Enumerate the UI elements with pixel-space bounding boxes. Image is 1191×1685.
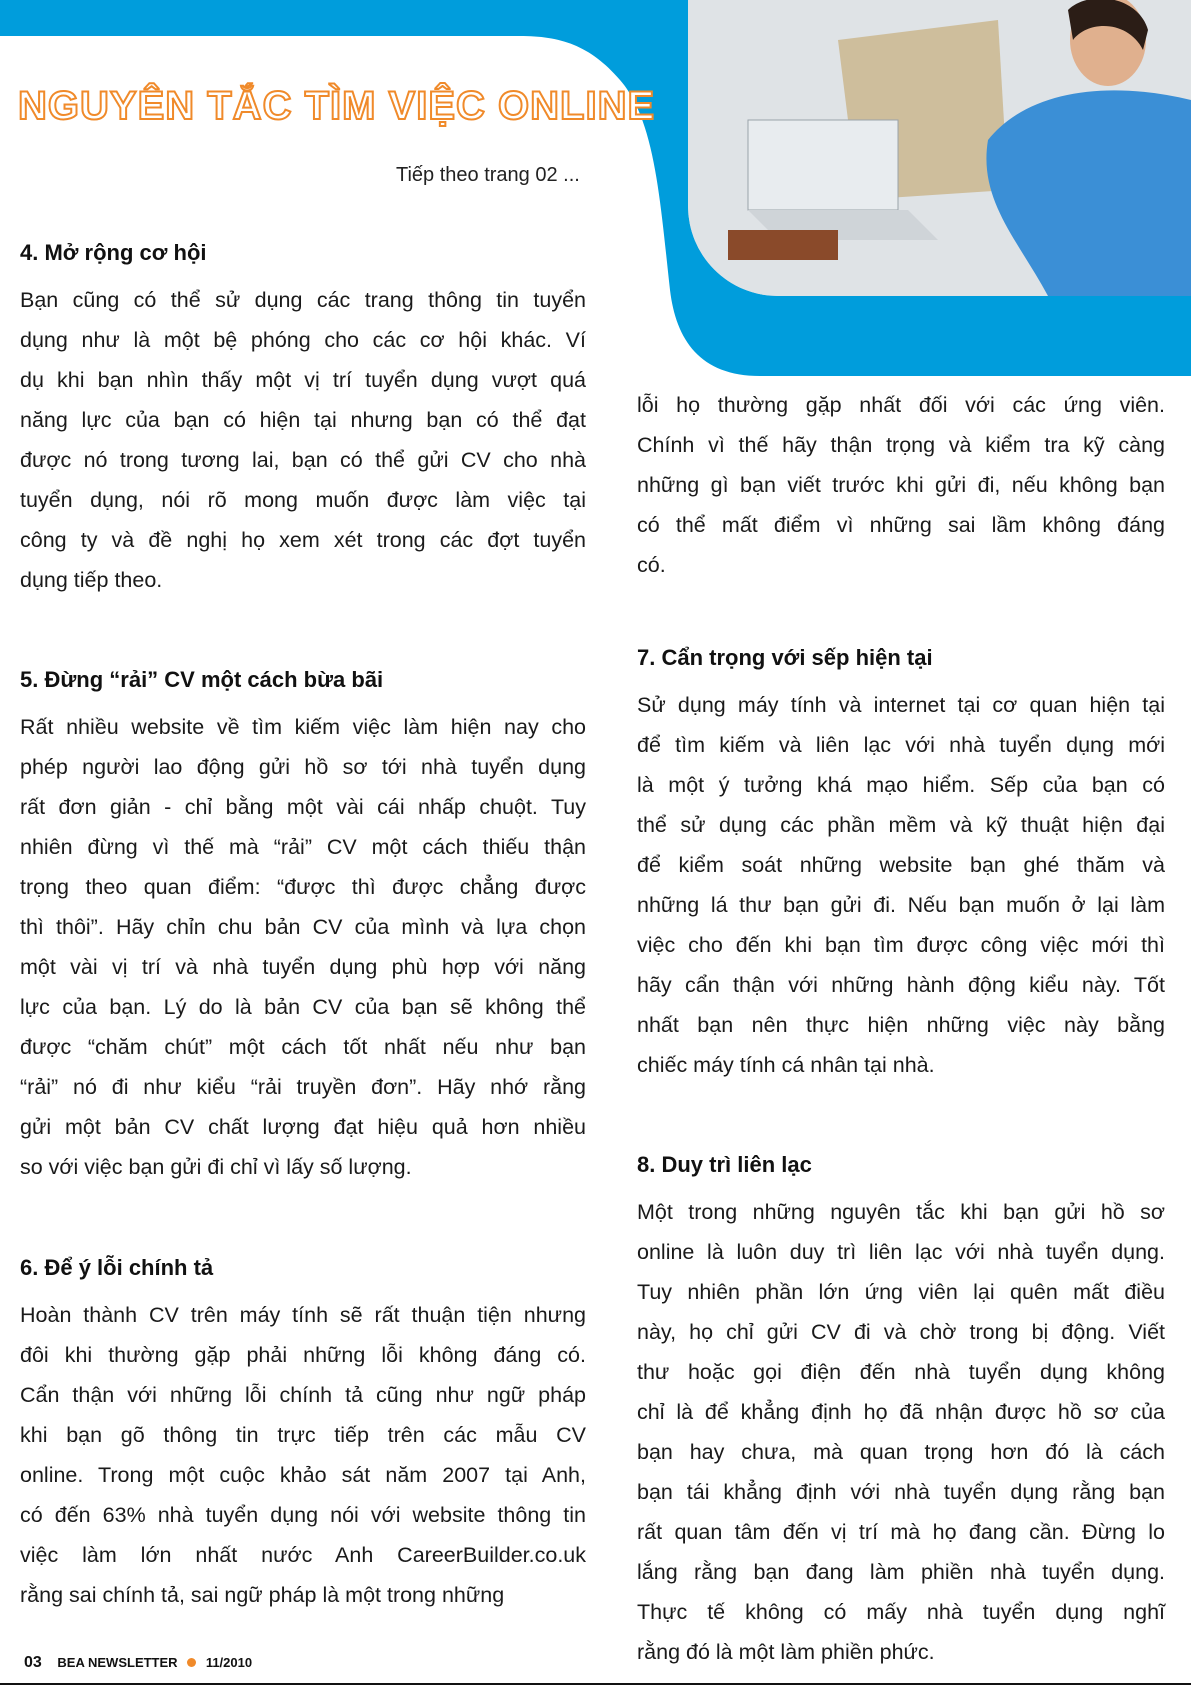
text-line: Rất nhiều website về tìm kiếm việc làm hiện nay cho xyxy=(20,715,586,739)
footer xyxy=(24,1654,252,1672)
page-number: 03 xyxy=(24,1654,42,1671)
text-line: dụ khi bạn nhìn thấy một vị trí tuyển dụng vượt quá xyxy=(20,368,586,392)
text-line: để tìm kiếm và liên lạc với nhà tuyển dụng mới xyxy=(637,733,1165,757)
section-8 xyxy=(637,1152,1165,1672)
man-with-laptop-photo xyxy=(688,0,1191,296)
text-line: lỗi họ thường gặp nhất đối với các ứng viên. xyxy=(637,393,1165,417)
text-line: chỉ là để khẳng định họ đã nhận được hồ sơ của xyxy=(637,1400,1165,1424)
text-line: năng lực của bạn có hiện tại nhưng bạn có thể đạt xyxy=(20,408,586,432)
text-line: Một trong những nguyên tắc khi bạn gửi hồ sơ xyxy=(637,1200,1165,1224)
text-line: rằng đó là một làm phiền phức. xyxy=(637,1640,935,1664)
text-line: Bạn cũng có thể sử dụng các trang thông tin tuyển xyxy=(20,288,586,312)
text-line: nhiên đừng vì thế mà “rải” CV một cách thiếu thận xyxy=(20,835,586,859)
text-line: Sử dụng máy tính và internet tại cơ quan hiện tại xyxy=(637,693,1165,717)
text-line: để kiểm soát những website bạn ghé thăm và xyxy=(637,853,1165,877)
continued-note: Tiếp theo trang 02 ... xyxy=(396,164,580,186)
section-6-continued xyxy=(637,385,1165,585)
text-line: Thực tế không có mấy nhà tuyển dụng nghĩ xyxy=(637,1600,1165,1624)
text-line: tuyển dụng, nói rõ mong muốn được làm việc tại xyxy=(20,488,586,512)
text-line: lực của bạn. Lý do là bản CV của bạn sẽ không thể xyxy=(20,995,586,1019)
text-line: này, họ chỉ gửi CV đi và chờ trong bị động. Viết xyxy=(637,1320,1165,1344)
issue-date: 11/2010 xyxy=(205,1655,253,1670)
text-line: rất quan tâm đến vị trí mà họ đang cần. Đừng lo xyxy=(637,1520,1165,1544)
text-line: thể sử dụng các phần mềm và kỹ thuật hiện đại xyxy=(637,813,1165,837)
text-line: những lá thư bạn gửi đi. Nếu bạn muốn ở lại làm xyxy=(637,893,1165,917)
text-line: hãy cẩn thận với những hành động kiểu này. Tốt xyxy=(637,973,1165,997)
section-heading: 7. Cẩn trọng với sếp hiện tại xyxy=(637,645,933,670)
text-line: đôi khi thường gặp phải những lỗi không đáng có. xyxy=(20,1343,586,1367)
section-heading: 4. Mở rộng cơ hội xyxy=(20,240,207,265)
section-body xyxy=(20,280,586,600)
text-line: nhất bạn nên thực hiện những việc này bằng xyxy=(637,1013,1165,1037)
text-line: dụng như là một bệ phóng cho các cơ hội khác. Ví xyxy=(20,328,586,352)
section-heading: 8. Duy trì liên lạc xyxy=(637,1152,812,1177)
section-7 xyxy=(637,645,1165,1085)
text-line: Hoàn thành CV trên máy tính sẽ rất thuận tiện nhưng xyxy=(20,1303,586,1327)
section-4 xyxy=(20,240,586,600)
text-line: phép người lao động gửi hồ sơ tới nhà tuyển dụng xyxy=(20,755,586,779)
text-line: việc làm lớn nhất nước Anh CareerBuilder.co.uk xyxy=(20,1543,586,1567)
text-line: “rải” nó đi như kiểu “rải truyền đơn”. Hãy nhớ rằng xyxy=(20,1075,586,1099)
text-line: Tuy nhiên phần lớn ứng viên lại quên mất điều xyxy=(637,1280,1165,1304)
text-line: thì thôi”. Hãy chỉn chu bản CV của mình và lựa chọn xyxy=(20,915,586,939)
bullet-dot-icon xyxy=(187,1658,196,1667)
text-line: được “chăm chút” một cách tốt nhất nếu như bạn xyxy=(20,1035,586,1059)
text-line: lắng rằng bạn đang làm phiền nhà tuyển dụng. xyxy=(637,1560,1165,1584)
text-line: một vài vị trí và nhà tuyển dụng phù hợp với năng xyxy=(20,955,586,979)
section-heading: 6. Để ý lỗi chính tả xyxy=(20,1255,214,1280)
text-line: rằng sai chính tả, sai ngữ pháp là một trong những xyxy=(20,1583,505,1607)
text-line: là một ý tưởng khá mạo hiểm. Sếp của bạn có xyxy=(637,773,1165,797)
section-6 xyxy=(20,1255,586,1615)
section-body xyxy=(637,1192,1165,1672)
text-line: thư hoặc gọi điện đến nhà tuyển dụng không xyxy=(637,1360,1165,1384)
text-line: bạn hay chưa, mà quan trọng hơn đó là cách xyxy=(637,1440,1165,1464)
text-line: online. Trong một cuộc khảo sát năm 2007 tại Anh, xyxy=(20,1463,586,1487)
newsletter-name: BEA NEWSLETTER xyxy=(57,1655,178,1670)
page-title: NGUYÊN TẮC TÌM VIỆC ONLINE xyxy=(18,84,656,128)
section-5 xyxy=(20,667,586,1187)
section-body xyxy=(20,707,586,1187)
text-line: online là luôn duy trì liên lạc với nhà tuyển dụng. xyxy=(637,1240,1165,1264)
text-line: Cẩn thận với những lỗi chính tả cũng như ngữ pháp xyxy=(20,1383,586,1407)
text-line: so với việc bạn gửi đi chỉ vì lấy số lượng. xyxy=(20,1155,412,1179)
text-line: bạn tái khẳng định với nhà tuyển dụng rằng bạn xyxy=(637,1480,1165,1504)
text-line: trọng theo quan điểm: “được thì được chẳng được xyxy=(20,875,586,899)
text-line: chiếc máy tính cá nhân tại nhà. xyxy=(637,1053,935,1077)
text-line: có thể mất điểm vì những sai lầm không đáng xyxy=(637,513,1165,537)
text-line: có đến 63% nhà tuyển dụng nói với website thông tin xyxy=(20,1503,586,1527)
text-line: có. xyxy=(637,553,666,577)
text-line: khi bạn gõ thông tin trực tiếp trên các mẫu CV xyxy=(20,1423,586,1447)
text-line: rất đơn giản - chỉ bằng một vài cái nhấp chuột. Tuy xyxy=(20,795,586,819)
section-heading: 5. Đừng “rải” CV một cách bừa bãi xyxy=(20,667,384,692)
text-line: dụng tiếp theo. xyxy=(20,568,163,592)
text-line: được nó trong tương lai, bạn có thể gửi CV cho nhà xyxy=(20,448,586,472)
section-body xyxy=(20,1295,586,1615)
text-line: công ty và đề nghị họ xem xét trong các đợt tuyển xyxy=(20,528,586,552)
text-line: việc cho đến khi bạn tìm được công việc mới thì xyxy=(637,933,1165,957)
text-line: những gì bạn viết trước khi gửi đi, nếu không bạn xyxy=(637,473,1165,497)
text-line: gửi một bản CV chất lượng đạt hiệu quả hơn nhiều xyxy=(20,1115,586,1139)
text-line: Chính vì thế hãy thận trọng và kiểm tra kỹ càng xyxy=(637,433,1165,457)
section-body xyxy=(637,685,1165,1085)
section-body xyxy=(637,385,1165,585)
